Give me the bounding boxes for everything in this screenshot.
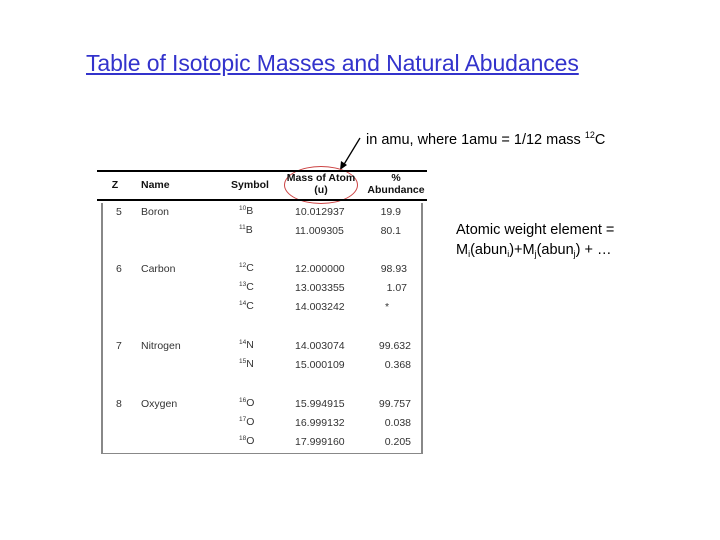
cell-mass: 11.009305 <box>295 225 344 237</box>
element-symbol: O <box>246 435 255 447</box>
formula-part: M <box>456 242 469 258</box>
cell-abundance: 0.038 <box>384 417 411 429</box>
mass-number: 10 <box>239 205 247 212</box>
cell-symbol <box>239 205 253 217</box>
amu-annotation-suffix: C <box>594 132 606 148</box>
arrow-icon <box>336 136 366 172</box>
cell-z: 7 <box>116 340 122 352</box>
cell-name: Boron <box>141 206 170 218</box>
header-mass <box>281 172 361 196</box>
element-symbol: C <box>246 262 254 274</box>
cell-mass: 15.000109 <box>295 359 345 371</box>
mass-number: 13 <box>239 281 247 288</box>
cell-name: Oxygen <box>141 398 178 410</box>
header-mass-line2: (u) <box>314 184 328 196</box>
header-name: Name <box>141 179 170 191</box>
cell-symbol <box>239 416 254 428</box>
cell-abundance: 1.07 <box>386 282 407 294</box>
formula-part: (abun <box>536 242 574 258</box>
cell-abundance: * <box>385 301 390 313</box>
header-symbol: Symbol <box>231 179 269 191</box>
cell-mass: 14.003074 <box>295 340 345 352</box>
mass-number: 15 <box>239 358 247 365</box>
formula-sub: i <box>468 249 471 259</box>
cell-abundance: 0.205 <box>384 436 411 448</box>
cell-abundance: 19.9 <box>380 206 401 218</box>
amu-annotation <box>366 130 605 148</box>
mass-number: 16 <box>239 397 247 404</box>
cell-symbol <box>239 397 254 409</box>
element-symbol: B <box>245 224 253 236</box>
cell-abundance: 99.632 <box>378 340 411 352</box>
cell-symbol <box>239 358 254 370</box>
element-symbol: O <box>246 416 255 428</box>
cell-mass: 17.999160 <box>295 436 345 448</box>
cell-symbol <box>239 339 254 351</box>
element-symbol: N <box>246 358 254 370</box>
formula-part: ) + … <box>575 242 612 258</box>
cell-symbol <box>239 281 254 293</box>
element-symbol: N <box>246 339 254 351</box>
header-abundance <box>363 172 429 196</box>
atomic-weight-line1: Atomic weight element = <box>456 222 615 238</box>
cell-z: 8 <box>116 398 122 410</box>
formula-sub: j <box>573 249 576 259</box>
cell-symbol <box>239 435 254 447</box>
cell-mass: 15.994915 <box>295 398 345 410</box>
cell-abundance: 0.368 <box>384 359 411 371</box>
atomic-weight-annotation <box>456 220 614 264</box>
atomic-weight-formula <box>456 240 614 264</box>
cell-symbol <box>239 224 253 236</box>
cell-z: 6 <box>116 263 122 275</box>
mass-number: 11 <box>239 224 246 231</box>
element-symbol: C <box>246 281 254 293</box>
formula-sub: i <box>507 249 510 259</box>
mass-number: 17 <box>239 416 247 423</box>
cell-symbol <box>239 300 254 312</box>
formula-sub: j <box>534 249 537 259</box>
element-symbol: C <box>246 300 254 312</box>
cell-mass: 12.000000 <box>295 263 345 275</box>
mass-number: 12 <box>239 262 247 269</box>
cell-abundance: 80.1 <box>380 225 401 237</box>
cell-abundance: 98.93 <box>380 263 407 275</box>
cell-name: Nitrogen <box>141 340 181 352</box>
mass-number: 18 <box>239 435 247 442</box>
amu-annotation-text: in amu, where 1amu = 1/12 mass <box>366 132 585 148</box>
amu-annotation-sup: 12 <box>584 130 595 140</box>
element-symbol: O <box>246 397 255 409</box>
cell-mass: 13.003355 <box>295 282 345 294</box>
cell-mass: 16.999132 <box>295 417 345 429</box>
header-mass-line1: Mass of Atom <box>286 172 356 184</box>
header-z: Z <box>111 179 119 191</box>
element-symbol: B <box>246 205 254 217</box>
isotope-table <box>97 170 427 456</box>
formula-part: (abun <box>470 242 508 258</box>
table-header-rule <box>97 199 427 201</box>
cell-mass: 14.003242 <box>295 301 345 313</box>
header-abundance-line1: % <box>391 172 401 184</box>
formula-part: )+M <box>509 242 535 258</box>
cell-symbol <box>239 262 254 274</box>
slide-title[interactable]: Table of Isotopic Masses and Natural Abudances <box>86 50 579 76</box>
header-abundance-line2: Abundance <box>367 184 425 196</box>
cell-abundance: 99.757 <box>378 398 411 410</box>
cell-mass: 10.012937 <box>295 206 345 218</box>
cell-z: 5 <box>116 206 122 218</box>
mass-number: 14 <box>239 300 247 307</box>
cell-name: Carbon <box>141 263 176 275</box>
mass-number: 14 <box>239 339 247 346</box>
